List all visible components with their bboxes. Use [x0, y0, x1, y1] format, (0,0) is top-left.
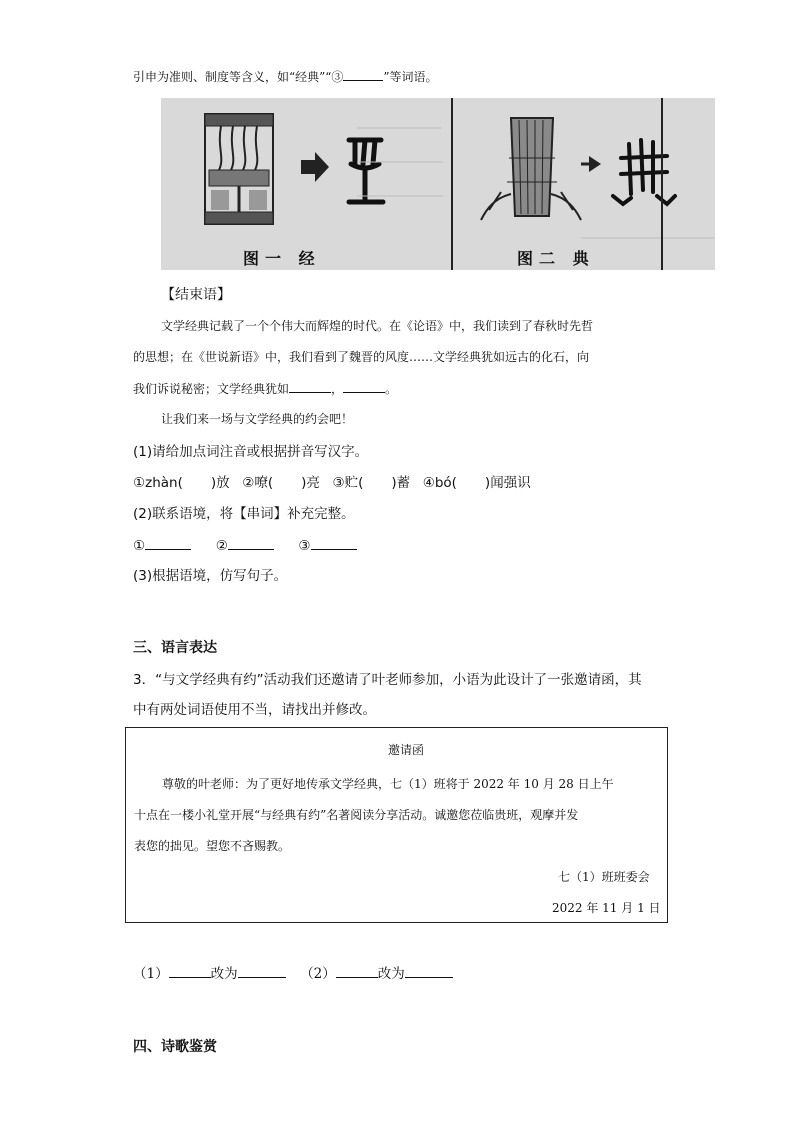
intro-line	[133, 66, 438, 87]
invitation-body-line: 表您的拙见。望您不吝赐教。	[134, 839, 291, 853]
item-a: ①zhàn(	[133, 475, 183, 491]
arrow-icon	[301, 152, 329, 182]
question-3: (3)根据语境，仿写句子。	[133, 568, 288, 584]
blank-label-1: ①	[133, 538, 146, 554]
blank-label-3: ③	[298, 538, 311, 554]
answer-label-1: （1）	[133, 966, 169, 982]
question-1: (1)请给加点词注音或根据拼音写汉字。	[133, 444, 369, 460]
answer-change-to: 改为	[210, 966, 238, 982]
figure-caption-1: 图一 经	[243, 249, 321, 268]
answer-blank	[343, 66, 383, 81]
invitation-date: 2022 年 11 月 1 日	[552, 901, 661, 915]
answer-change-to: 改为	[377, 966, 405, 982]
section-4-heading: 四、诗歌鉴赏	[133, 1039, 217, 1055]
bamboo-book-drawing	[481, 118, 581, 220]
figure-illustration	[161, 98, 715, 270]
invitation-signature: 七（1）班班委会	[558, 870, 650, 884]
closing-paragraph-line: 的思想；在《世说新语》中，我们看到了魏晋的风度……文学经典犹如远古的化石，向	[133, 350, 590, 364]
loom-drawing	[205, 114, 273, 224]
item-c: ③贮(	[332, 475, 364, 491]
invitation-body-line: 十点在一楼小礼堂开展“与经典有约”名著阅读分享活动。诚邀您莅临贵班，观摩并发	[134, 808, 579, 822]
ancient-dian-glyph	[613, 140, 675, 204]
item-c-end: )蓄	[391, 475, 411, 491]
section-3-heading: 三、语言表达	[133, 640, 217, 656]
closing-heading: 【结束语】	[161, 287, 231, 303]
item-a-end: )放	[210, 475, 230, 491]
closing-paragraph-line: 文学经典记载了一个个伟大而辉煌的时代。在《论语》中，我们读到了春秋时先哲	[161, 319, 594, 333]
question-3-prompt: 中有两处词语使用不当，请找出并修改。	[133, 702, 376, 718]
figure-caption-2: 图二 典	[517, 249, 595, 268]
answer-line	[133, 963, 453, 984]
item-d-end: )闻强识	[484, 475, 531, 491]
figure-divider	[451, 98, 453, 270]
answer-blank	[336, 963, 378, 978]
answer-blank	[238, 963, 286, 978]
figure-divider	[661, 98, 663, 270]
character-evolution-figure	[161, 98, 715, 270]
arrow-icon	[581, 156, 601, 172]
item-b-end: )亮	[301, 475, 320, 491]
intro-text-end: ”等词语。	[383, 70, 438, 84]
answer-label-2: （2）	[300, 966, 336, 982]
item-d: ④bó(	[422, 475, 457, 491]
question-1-items	[133, 473, 531, 493]
answer-blank	[343, 378, 385, 393]
closing-period: 。	[385, 382, 398, 396]
question-3-prompt: 3．“与文学经典有约”活动我们还邀请了叶老师参加，小语为此设计了一张邀请函，其	[133, 672, 642, 688]
answer-blank	[405, 963, 453, 978]
closing-text: 我们诉说秘密；文学经典犹如	[133, 382, 290, 396]
closing-paragraph-line: 让我们来一场与文学经典的约会吧！	[161, 412, 354, 426]
intro-text: 引申为准则、制度等含义，如“经典”“③	[133, 70, 344, 84]
closing-comma: ，	[331, 382, 344, 396]
answer-blank	[311, 535, 357, 550]
answer-blank	[228, 535, 274, 550]
question-2-items	[133, 535, 357, 556]
closing-paragraph-line	[133, 378, 397, 399]
ancient-jing-glyph	[349, 140, 383, 202]
answer-blank	[145, 535, 191, 550]
answer-blank	[289, 378, 331, 393]
invitation-box	[125, 727, 668, 923]
invitation-body-line: 尊敬的叶老师：为了更好地传承文学经典，七（1）班将于 2022 年 10 月 28 日上午	[162, 777, 614, 791]
question-2: (2)联系语境，将【串词】补充完整。	[133, 506, 355, 522]
blank-label-2: ②	[215, 538, 228, 554]
item-b: ②嘹(	[242, 475, 274, 491]
invitation-title: 邀请函	[388, 743, 425, 757]
answer-blank	[169, 963, 211, 978]
